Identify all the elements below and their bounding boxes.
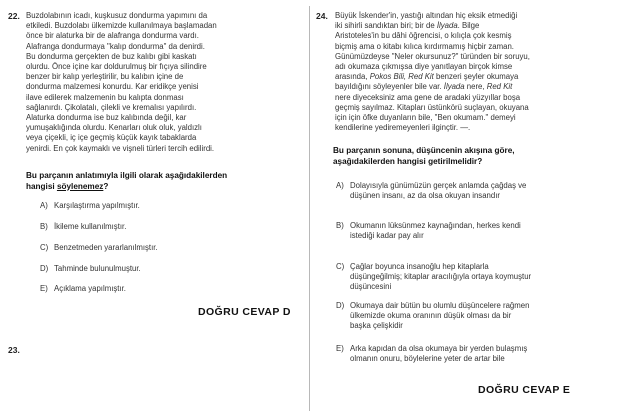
prompt-text: hangisi	[26, 181, 57, 191]
question-22-prompt	[26, 171, 306, 192]
option-text-line: ülkemizde okuma oranının düşük olması da bir	[350, 311, 512, 321]
paragraph-line	[335, 113, 607, 123]
paragraph-line: Alafranga dondurmaya "kalıp dondurma" da denirdi.	[26, 41, 205, 51]
paragraph-line: Buzdolabının icadı, kuşkusuz dondurma yapımını da	[26, 11, 208, 20]
option-letter: E)	[40, 284, 48, 293]
paragraph-line: benzer bir kalıp yerleştirilir, bu kalıbın içine de	[26, 72, 184, 82]
option-text-line: düşünen insanı, az da olsa okuyan insandır	[350, 191, 500, 201]
paragraph-line: Alaturka dondurma ise buz kalıbında değil, kar	[26, 113, 187, 123]
text-run: Aristoteles'in bu dâhi öğrencisi, o kılıçla çok kesmiş	[335, 31, 512, 41]
paragraph-line	[335, 93, 607, 103]
option-text-line: istediği kadar pay alır	[350, 231, 424, 241]
option-text	[350, 221, 521, 241]
negated-keyword: söylenemez	[56, 181, 104, 191]
paragraph-line: ilave edilerek malzemenin bu kalıpta donması	[26, 92, 184, 102]
question-22-correct-answer: DOĞRU CEVAP D	[198, 306, 291, 318]
paragraph-line	[335, 123, 607, 133]
option-letter: D)	[40, 264, 49, 273]
option-letter: B)	[336, 221, 344, 230]
option-text: Karşılaştırma yapılmıştır.	[54, 201, 140, 210]
paragraph-line: olurdu. Önce içine kar doldurulmuş bir fıçıya silindire	[26, 62, 207, 72]
text-run: geçmiş sayılmaz. Kitapları üstünkörü suçlayan, okuyana	[335, 102, 529, 112]
text-run: için için öfke duyanların bile, "Ben okumam." demeyi	[335, 113, 516, 123]
italic-title: İlyada	[436, 21, 458, 31]
paragraph-line	[335, 31, 607, 41]
option-text: Açıklama yapılmıştır.	[54, 284, 126, 293]
text-run: iki sihirli sandıktan biri; bir de	[335, 21, 437, 31]
paragraph-line: yenirdi. En çok kaymaklı ve vişneli türleri tercih edilirdi.	[26, 143, 215, 153]
text-run: nere diyeceksiniz ama gene de aradaki yüzyıllar boşa	[335, 92, 521, 102]
option-text-line: Arka kapıdan da olsa okumaya bir yerden bulaşmış	[350, 344, 528, 353]
paragraph-line: önce bir alaturka bir de alafranga dondurma vardı.	[26, 31, 199, 41]
option-text-line: Okumaya dair bütün bu olumlu düşüncelere rağmen	[350, 301, 530, 310]
option-text: İkileme kullanılmıştır.	[54, 222, 127, 231]
option-text	[350, 262, 531, 293]
paragraph-line: veya çiçekli, iç içe geçmiş küçük kayık tabaklarda	[26, 133, 197, 143]
paragraph-line: yumuşaklığında olurdu. Kenarları oluk oluk, yaldızlı	[26, 123, 202, 133]
question-22-number: 22.	[8, 11, 20, 21]
paragraph-line	[335, 62, 607, 72]
option-letter: C)	[40, 243, 49, 252]
question-22-prompt-line-2	[26, 182, 306, 193]
paragraph-line: Bu dondurma gerçekten de buz kalıbı gibi kaskatı	[26, 51, 197, 61]
text-run: Günümüzdeyse "Neler okursunuz?" türünden bir soruyu,	[335, 51, 530, 61]
option-text-line: düşüngeğilmiş; kitaplar aracılığıyla ortaya koymuştur	[350, 272, 532, 282]
text-run: adı okumaza çıkmışsa diye yanıtlayan birçok kimse	[335, 62, 513, 72]
option-text-line: düşüncesini	[350, 282, 392, 292]
text-run: . Bilge	[457, 21, 480, 31]
option-text-line: olmanın onuru, böylelerine yeter de artar bile	[350, 354, 505, 364]
option-text	[350, 181, 526, 201]
question-22-prompt-line-1: Bu parçanın anlatımıyla ilgili olarak aşağıdakilerden	[26, 171, 228, 180]
option-text-line: başka çelişkidir	[350, 321, 403, 331]
paragraph-line	[335, 42, 607, 52]
question-24-paragraph	[335, 11, 607, 133]
text-run: Büyük İskender'in, yastığı altından hiç eksik etmediği	[335, 11, 518, 20]
option-letter: E)	[336, 344, 344, 353]
option-letter: C)	[336, 262, 345, 271]
paragraph-line	[335, 52, 607, 62]
paragraph-line	[335, 82, 607, 92]
question-24-prompt-line-2: aşağıdakilerden hangisi getirilmelidir?	[333, 156, 483, 166]
option-letter: A)	[40, 201, 48, 210]
paragraph-line	[335, 72, 607, 82]
question-24-correct-answer: DOĞRU CEVAP E	[478, 384, 571, 396]
option-text: Tahminde bulunulmuştur.	[54, 264, 141, 273]
text-run: kendilerine yediremeyenleri ilginçtir. —.	[335, 123, 471, 133]
italic-title: Red Kit	[486, 82, 513, 92]
text-run: benzeri şeyler okumaya	[433, 72, 519, 82]
option-text	[350, 301, 529, 332]
paragraph-line	[335, 103, 607, 113]
paragraph-line: etkiledi. Buzdolabı ülkemizde kullanılmaya başlamadan	[26, 21, 217, 31]
question-24-number: 24.	[316, 11, 328, 21]
option-text-line: Okumanın lüksünmez kaynağından, herkes kendi	[350, 221, 521, 230]
paragraph-line	[335, 21, 607, 31]
option-text-line: Dolayısıyla günümüzün gerçek anlamda çağdaş ve	[350, 181, 527, 190]
option-text-line: Çağlar boyunca insanoğlu hep kitaplarla	[350, 262, 489, 271]
question-23-number: 23.	[8, 345, 20, 355]
italic-title: İlyada	[443, 82, 465, 92]
paragraph-line	[335, 11, 607, 21]
option-letter: D)	[336, 301, 345, 310]
paragraph-line: sağlanırdı. Çikolatalı, çilekli ve kremalısı yapılırdı.	[26, 102, 197, 112]
option-text	[350, 344, 527, 364]
text-run: arasında,	[335, 72, 370, 82]
question-22-paragraph	[26, 11, 300, 154]
text-run: nere,	[464, 82, 487, 92]
question-24-prompt	[333, 146, 613, 167]
option-letter: A)	[336, 181, 344, 190]
question-24-prompt-line-1: Bu parçanın sonuna, düşüncenin akışına göre,	[333, 146, 515, 155]
text-run: bayıldığını söyleyenler bile var.	[335, 82, 444, 92]
text-run: biçmiş ama o kitabı kılıca kırdırmamış hiçbir zaman.	[335, 41, 514, 51]
prompt-question-mark: ?	[103, 181, 109, 191]
italic-title: Pokos Bili, Red Kit	[369, 72, 434, 82]
option-letter: B)	[40, 222, 48, 231]
paragraph-line: dondurma malzemesi konurdu. Kar eridikçe yenisi	[26, 82, 199, 92]
column-divider	[309, 6, 310, 411]
option-text: Benzetmeden yararlanılmıştır.	[54, 243, 158, 252]
